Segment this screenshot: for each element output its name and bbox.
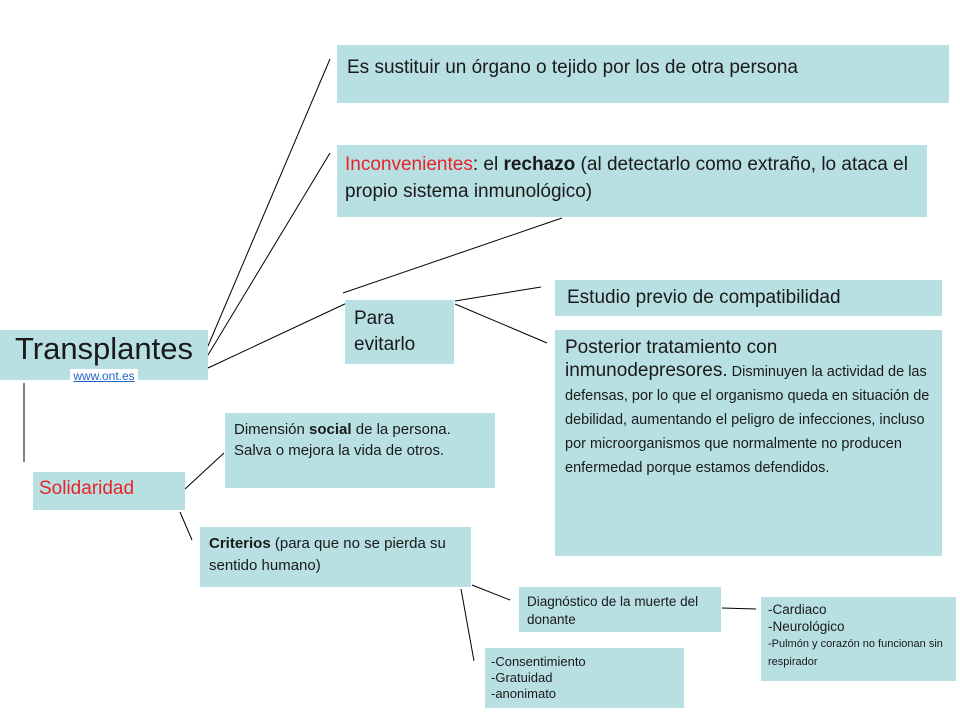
connector-trans-inconvenientes bbox=[208, 153, 330, 355]
diagnostico-box bbox=[519, 587, 721, 632]
connector-para-posterior bbox=[455, 304, 547, 343]
diagnostico-text: Diagnóstico de la muerte del donante bbox=[527, 594, 699, 627]
dimension-pre: Dimensión bbox=[234, 421, 310, 438]
posterior-detail: Disminuyen la actividad de las defensas, por lo que el organismo queda en situación de debilidad, aumentando el peligro de infecciones, incluso por microorganismos que normalmente no producen enfermedad porque estamos defendidos. bbox=[565, 364, 930, 476]
transplantes-title: Transplantes bbox=[14, 331, 194, 366]
estudio-box bbox=[555, 280, 942, 316]
estudio-text: Estudio previo de compatibilidad bbox=[567, 287, 841, 308]
connector-crit-diagnostico bbox=[472, 585, 510, 600]
definition-text: Es sustituir un órgano o tejido por los de otra persona bbox=[347, 57, 798, 78]
connector-trans-definition bbox=[208, 59, 330, 346]
connector-para-estudio bbox=[455, 287, 541, 301]
connector-sol-dimension bbox=[185, 453, 224, 489]
requisito-consentimiento: -Consentimiento bbox=[491, 654, 586, 669]
inconvenientes-label: Inconvenientes bbox=[345, 154, 473, 175]
connector-inconv-para bbox=[343, 218, 562, 293]
para-evitarlo-text: Para evitarlo bbox=[354, 308, 416, 355]
connector-trans-para bbox=[208, 302, 349, 368]
social-keyword: social bbox=[309, 421, 352, 438]
tipo-cardiaco: -Cardiaco bbox=[768, 602, 827, 617]
criterios-rest: (para que no se pierda su sentido humano) bbox=[209, 535, 446, 574]
connector-diag-tipos bbox=[722, 608, 756, 609]
rechazo-keyword: rechazo bbox=[503, 154, 576, 175]
muerte-tipos-box bbox=[761, 597, 956, 681]
connector-sol-criterios bbox=[180, 512, 192, 540]
solidaridad-box bbox=[33, 472, 185, 510]
dimension-rest: de la persona. Salva o mejora la vida de otros. bbox=[234, 421, 451, 459]
muerte-nota: -Pulmón y corazón no funcionan sin respirador bbox=[768, 638, 943, 668]
inconvenientes-rest: (al detectarlo como extraño, lo ataca el propio sistema inmunológico) bbox=[345, 154, 908, 202]
inconvenientes-box bbox=[337, 145, 927, 217]
ont-link[interactable]: www.ont.es bbox=[70, 369, 137, 383]
connector-crit-requisitos bbox=[461, 589, 474, 661]
definition-box bbox=[337, 45, 949, 103]
posterior-main: Posterior tratamiento con inmunodepresores. bbox=[565, 337, 778, 381]
requisito-gratuidad: -Gratuidad bbox=[491, 670, 553, 685]
para-evitarlo-box bbox=[345, 300, 454, 364]
criterios-keyword: Criterios bbox=[209, 535, 271, 552]
inconvenientes-sep: : el bbox=[472, 154, 504, 175]
requisito-anonimato: -anonimato bbox=[491, 686, 557, 701]
solidaridad-text: Solidaridad bbox=[39, 478, 135, 499]
tipo-neurologico: -Neurológico bbox=[768, 619, 845, 634]
dimension-box bbox=[225, 413, 495, 488]
criterios-box bbox=[200, 527, 471, 587]
requisitos-box bbox=[485, 648, 684, 708]
transplantes-box bbox=[0, 330, 208, 383]
posterior-box bbox=[555, 330, 942, 556]
